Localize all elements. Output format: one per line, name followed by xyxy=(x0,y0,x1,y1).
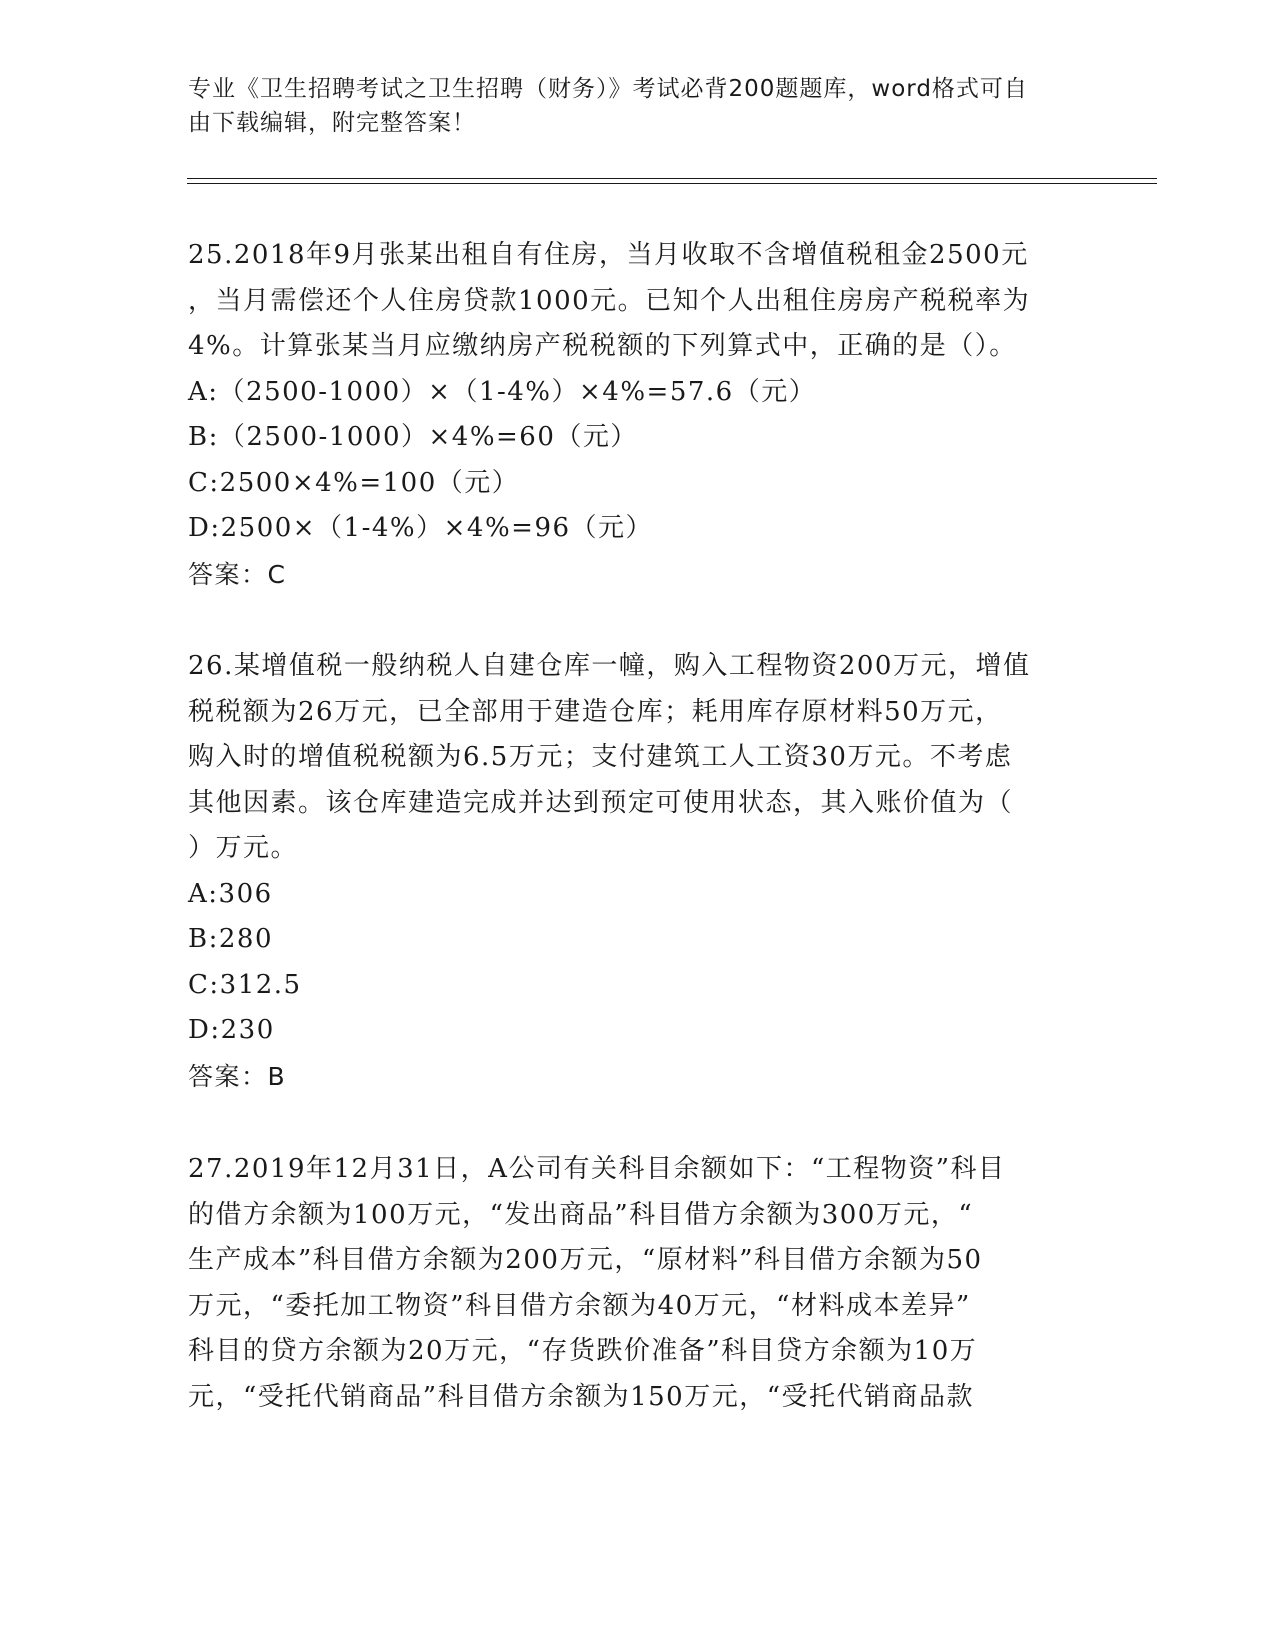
question-stem-line: 生产成本”科目借方余额为200万元，“原材料”科目借方余额为50 xyxy=(188,1245,983,1275)
option-b: B:280 xyxy=(188,924,273,954)
option-c: C:312.5 xyxy=(188,969,302,1000)
question-stem-line: 其他因素。该仓库建造完成并达到预定可使用状态，其入账价值为（ xyxy=(188,787,1014,818)
question-stem-line: 万元，“委托加工物资”科目借方余额为40万元，“材料成本差异” xyxy=(188,1290,971,1321)
option-b: B:（2500-1000）×4%=60（元） xyxy=(188,422,638,452)
answer-label: 答案：C xyxy=(188,559,287,589)
header-title-line-2: 由下载编辑，附完整答案！ xyxy=(188,110,476,136)
header-divider-top xyxy=(187,178,1157,179)
question-25 xyxy=(188,233,1088,597)
header-title-line-1: 专业《卫生招聘考试之卫生招聘（财务）》考试必背200题题库，word格式可自 xyxy=(188,76,1028,102)
answer-label: 答案：B xyxy=(188,1061,287,1091)
option-a: A:306 xyxy=(188,878,273,909)
option-c: C:2500×4%=100（元） xyxy=(188,467,520,498)
option-d: D:230 xyxy=(188,1015,275,1045)
question-stem-line: 科目的贷方余额为20万元，“存货跌价准备”科目贷方余额为10万 xyxy=(188,1336,978,1366)
option-a: A:（2500-1000）×（1-4%）×4%=57.6（元） xyxy=(188,376,817,407)
question-stem-line: 元，“受托代销商品”科目借方余额为150万元，“受托代销商品款 xyxy=(188,1381,975,1412)
question-stem-line: 购入时的增值税税额为6.5万元；支付建筑工人工资30万元。不考虑 xyxy=(188,742,1013,772)
header-divider-bottom xyxy=(187,183,1157,184)
question-stem-line: 4%。计算张某当月应缴纳房产税税额的下列算式中，正确的是（）。 xyxy=(188,331,1017,361)
question-stem-line: ）万元。 xyxy=(188,833,299,863)
question-stem-line: 27.2019年12月31日，A公司有关科目余额如下：“工程物资”科目 xyxy=(188,1154,1006,1184)
question-stem-line: 25.2018年9月张某出租自有住房，当月收取不含增值税租金2500元 xyxy=(188,240,1029,270)
document-header xyxy=(188,72,1088,140)
question-stem-line: ，当月需偿还个人住房贷款1000元。已知个人出租住房房产税税率为 xyxy=(188,285,1031,316)
question-26 xyxy=(188,644,1088,1099)
question-stem-line: 26.某增值税一般纳税人自建仓库一幢，购入工程物资200万元，增值 xyxy=(188,651,1031,681)
option-d: D:2500×（1-4%）×4%=96（元） xyxy=(188,513,654,543)
question-stem-line: 税税额为26万元，已全部用于建造仓库；耗用库存原材料50万元， xyxy=(188,696,1003,727)
question-stem-line: 的借方余额为100万元，“发出商品”科目借方余额为300万元，“ xyxy=(188,1199,974,1230)
question-27 xyxy=(188,1147,1088,1420)
